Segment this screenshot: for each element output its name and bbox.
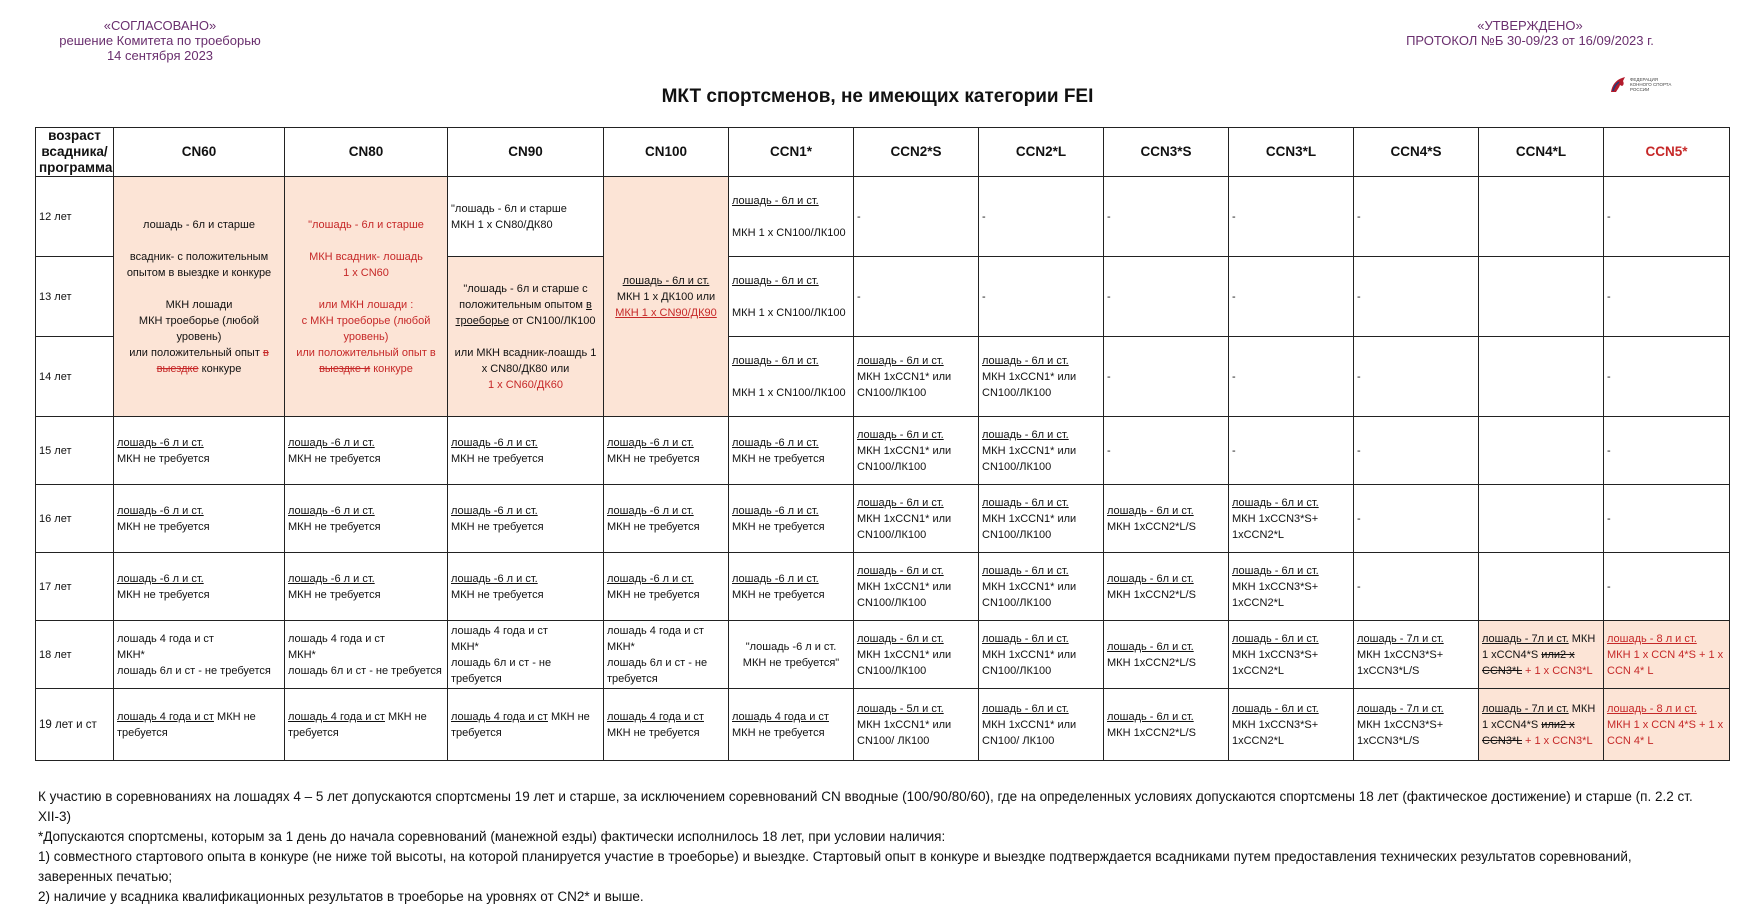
ccn3l-cell: лошадь - 6л и ст. МКН 1хCCN3*S+ 1хCCN2*L <box>1229 621 1354 689</box>
ccn3s-cell: лошадь - 6л и ст. МКН 1хCCN2*L/S <box>1104 485 1229 553</box>
table-cell: лошадь 4 года и ст МКН не требуется <box>285 689 448 761</box>
table-row <box>36 417 1730 485</box>
approval-block-left <box>40 18 280 63</box>
approval-title: «СОГЛАСОВАНО» <box>103 18 217 33</box>
table-cell: лошадь -6 л и ст. МКН не требуется <box>285 553 448 621</box>
table-cell: - <box>1354 417 1479 485</box>
table-cell <box>1479 177 1604 257</box>
ccn1-12-cell: лошадь - 6л и ст. МКН 1 х CN100/ЛК100 <box>729 177 854 257</box>
ccn2s-cell: лошадь - 6л и ст. МКН 1хCCN1* или CN100/ЛК100 <box>854 621 979 689</box>
age-cell: 16 лет <box>36 485 114 553</box>
ccn4l-cell: лошадь - 7л и ст. МКН 1 хCCN4*S или2 х CCN3*L + 1 х CCN3*L <box>1479 621 1604 689</box>
column-header: CN60 <box>114 128 285 177</box>
ccn3l-cell: лошадь - 6л и ст. МКН 1хCCN3*S+ 1хCCN2*L <box>1229 485 1354 553</box>
ccn1-14-cell: лошадь - 6л и ст. МКН 1 х CN100/ЛК100 <box>729 337 854 417</box>
column-header: CCN2*L <box>979 128 1104 177</box>
table-cell: лошадь 4 года и ст МКН* лошадь 6л и ст - не требуется <box>448 621 604 689</box>
table-cell: - <box>1354 485 1479 553</box>
ccn2s-cell: лошадь - 6л и ст. МКН 1хCCN1* или CN100/ЛК100 <box>854 553 979 621</box>
table-cell: лошадь -6 л и ст. МКН не требуется <box>114 553 285 621</box>
table-cell: - <box>1604 337 1730 417</box>
footnotes <box>38 787 1698 907</box>
footnote-item-1: 1) совместного стартового опыта в конкуре (не ниже той высоты, на которой планируется участие в троеборье) и выездке. Стартовый опыт в конкуре и выездке подтверждается всадниками путем предоставления технических результатов соревнований, заверенных печатью; <box>38 849 1632 884</box>
ccn3l-cell: лошадь - 6л и ст. МКН 1хCCN3*S+ 1хCCN2*L <box>1229 553 1354 621</box>
approval-date: 14 сентября 2023 <box>106 48 214 63</box>
table-cell <box>1479 257 1604 337</box>
table-cell: - <box>854 257 979 337</box>
page-title: МКТ спортсменов, не имеющих категории FEI <box>661 86 1094 107</box>
corner-header: возраст всадника/ программа <box>36 128 114 177</box>
table-header-row <box>36 128 1730 177</box>
logo-text: ФЕДЕРАЦИЯ КОННОГО СПОРТА РОССИИ <box>1630 77 1672 92</box>
age-cell: 15 лет <box>36 417 114 485</box>
age-cell: 14 лет <box>36 337 114 417</box>
table-cell <box>1479 417 1604 485</box>
age-cell: 12 лет <box>36 177 114 257</box>
ccn2l-cell: лошадь - 6л и ст. МКН 1хCCN1* или CN100/ ЛК100 <box>979 689 1104 761</box>
table-cell: лошадь -6 л и ст. МКН не требуется <box>729 485 854 553</box>
column-header: CCN3*L <box>1229 128 1354 177</box>
ccn2s-cell: лошадь - 6л и ст. МКН 1хCCN1* или CN100/ЛК100 <box>854 417 979 485</box>
approval-committee: решение Комитета по троеборью <box>59 33 261 48</box>
column-header: CCN2*S <box>854 128 979 177</box>
table-cell: лошадь -6 л и ст. МКН не требуется <box>604 417 729 485</box>
ccn3s-cell: лошадь - 6л и ст. МКН 1хCCN2*L/S <box>1104 553 1229 621</box>
ccn2l-cell: лошадь - 6л и ст. МКН 1хCCN1* или CN100/ЛК100 <box>979 485 1104 553</box>
ccn5-cell: лошадь - 8 л и ст. МКН 1 х CCN 4*S + 1 х CCN 4* L <box>1604 621 1730 689</box>
table-cell: лошадь -6 л и ст. МКН не требуется <box>114 417 285 485</box>
table-cell: - <box>1229 257 1354 337</box>
table-cell: лошадь 4 года и ст МКН* лошадь 6л и ст - не требуется <box>114 621 285 689</box>
age-cell: 13 лет <box>36 257 114 337</box>
table-cell: - <box>1354 257 1479 337</box>
table-cell: - <box>1604 485 1730 553</box>
ccn3s-cell: лошадь - 6л и ст. МКН 1хCCN2*L/S <box>1104 621 1229 689</box>
column-header: CCN3*S <box>1104 128 1229 177</box>
table-cell: - <box>1104 257 1229 337</box>
ccn2l-cell: лошадь - 6л и ст. МКН 1хCCN1* или CN100/ЛК100 <box>979 417 1104 485</box>
table-cell <box>1479 485 1604 553</box>
cn80-young-cell: "лошадь - 6л и старше МКН всадник- лошадь 1 х CN60 или МКН лошади : с МКН троеборье (любой уровень) или положительный опыт в выездке и конкуре <box>285 177 448 417</box>
footnote-item-2: 2) наличие у всадника квалификационных результатов в троеборье на уровнях от CN2* и выше. <box>38 889 644 904</box>
table-cell: - <box>1104 177 1229 257</box>
protocol-number: ПРОТОКОЛ №Б 30-09/23 от 16/09/2023 г. <box>1406 33 1654 48</box>
cn60-young-cell: лошадь - 6л и старше всадник- с положительным опытом в выездке и конкуре МКН лошади МКН троеборье (любой уровень) или положительный опыт в выездке конкуре <box>114 177 285 417</box>
table-row <box>36 689 1730 761</box>
table-cell: лошадь -6 л и ст. МКН не требуется <box>285 417 448 485</box>
table-cell: - <box>1604 417 1730 485</box>
cn100-young-cell: лошадь - 6л и ст. МКН 1 х ДК100 или МКН 1 х CN90/ДК90 <box>604 177 729 417</box>
column-header: CCN5* <box>1604 128 1730 177</box>
table-cell: лошадь 4 года и ст МКН* лошадь 6л и ст - не требуется <box>604 621 729 689</box>
table-cell: лошадь -6 л и ст. МКН не требуется <box>285 485 448 553</box>
table-row <box>36 621 1730 689</box>
table-cell: "лошадь -6 л и ст. МКН не требуется" <box>729 621 854 689</box>
column-header: CN90 <box>448 128 604 177</box>
ccn4l-cell: лошадь - 7л и ст. МКН 1 хCCN4*S или2 х CCN3*L + 1 х CCN3*L <box>1479 689 1604 761</box>
cn90-12-cell: "лошадь - 6л и старше МКН 1 x CN80/ДК80 <box>448 177 604 257</box>
column-header: CN80 <box>285 128 448 177</box>
table-cell: - <box>1604 553 1730 621</box>
age-cell: 18 лет <box>36 621 114 689</box>
table-cell: лошадь -6 л и ст. МКН не требуется <box>604 553 729 621</box>
ccn3l-cell: лошадь - 6л и ст. МКН 1хCCN3*S+ 1хCCN2*L <box>1229 689 1354 761</box>
table-cell: - <box>854 177 979 257</box>
ccn5-cell: лошадь - 8 л и ст. МКН 1 х CCN 4*S + 1 х CCN 4* L <box>1604 689 1730 761</box>
table-cell: - <box>1354 337 1479 417</box>
table-cell: лошадь -6 л и ст. МКН не требуется <box>448 417 604 485</box>
table-cell: лошадь -6 л и ст. МКН не требуется <box>448 485 604 553</box>
table-cell: - <box>1104 417 1229 485</box>
ccn2s-cell: лошадь - 6л и ст. МКН 1хCCN1* или CN100/ЛК100 <box>854 337 979 417</box>
table-cell: лошадь -6 л и ст. МКН не требуется <box>604 485 729 553</box>
table-cell: - <box>1604 177 1730 257</box>
column-header: CN100 <box>604 128 729 177</box>
table-row <box>36 485 1730 553</box>
ccn2l-cell: лошадь - 6л и ст. МКН 1хCCN1* или CN100/ЛК100 <box>979 553 1104 621</box>
table-cell: - <box>1229 417 1354 485</box>
footnote-asterisk: *Допускаются спортсмены, которым за 1 день до начала соревнований (манежной езды) фактически исполнилось 18 лет, при условии наличия: <box>38 829 946 844</box>
ccn1-13-cell: лошадь - 6л и ст. МКН 1 х CN100/ЛК100 <box>729 257 854 337</box>
table-cell: - <box>979 257 1104 337</box>
table-cell: лошадь 4 года и ст МКН не требуется <box>448 689 604 761</box>
column-header: CCN4*L <box>1479 128 1604 177</box>
column-header: CCN4*S <box>1354 128 1479 177</box>
table-cell <box>1479 337 1604 417</box>
table-cell <box>1479 553 1604 621</box>
table-cell: - <box>979 177 1104 257</box>
column-header: CCN1* <box>729 128 854 177</box>
ccn3s-cell: лошадь - 6л и ст. МКН 1хCCN2*L/S <box>1104 689 1229 761</box>
table-cell: - <box>1604 257 1730 337</box>
ccn2s-cell: лошадь - 5л и ст. МКН 1хCCN1* или CN100/ ЛК100 <box>854 689 979 761</box>
ccn2s-cell: лошадь - 6л и ст. МКН 1хCCN1* или CN100/ЛК100 <box>854 485 979 553</box>
table-cell: - <box>1354 553 1479 621</box>
table-cell: лошадь 4 года и ст МКН не требуется <box>729 689 854 761</box>
table-cell: лошадь -6 л и ст. МКН не требуется <box>729 553 854 621</box>
table-cell: - <box>1104 337 1229 417</box>
age-cell: 17 лет <box>36 553 114 621</box>
table-row <box>36 553 1730 621</box>
table-cell: лошадь -6 л и ст. МКН не требуется <box>114 485 285 553</box>
footnote-age-rule: К участию в соревнованиях на лошадях 4 – 5 лет допускаются спортсмены 19 лет и старше, за исключением соревнований CN вводные (100/90/80/60), где на определенных условиях допускаются спортсмены 18 лет (фактическое достижение) и старше (п. 2.2 ст. XII-3) <box>38 789 1693 824</box>
table-cell: лошадь 4 года и ст МКН не требуется <box>114 689 285 761</box>
table-cell: лошадь -6 л и ст. МКН не требуется <box>729 417 854 485</box>
table-cell: - <box>1229 177 1354 257</box>
ccn4s-cell: лошадь - 7л и ст. МКН 1хCCN3*S+ 1хCCN3*L/S <box>1354 621 1479 689</box>
ccn2l-cell: лошадь - 6л и ст. МКН 1хCCN1* или CN100/ЛК100 <box>979 621 1104 689</box>
approved-title: «УТВЕРЖДЕНО» <box>1477 18 1583 33</box>
table-cell: - <box>1229 337 1354 417</box>
table-row <box>36 177 1730 257</box>
age-cell: 19 лет и ст <box>36 689 114 761</box>
table-cell: лошадь 4 года и ст МКН* лошадь 6л и ст - не требуется <box>285 621 448 689</box>
cn90-1314-cell: "лошадь - 6л и старше с положительным опытом в троеборье от CN100/ЛК100 или МКН всадник-лоашдь 1 х CN80/ДК80 или 1 х CN60/ДК60 <box>448 257 604 417</box>
ccn4s-cell: лошадь - 7л и ст. МКН 1хCCN3*S+ 1хCCN3*L/S <box>1354 689 1479 761</box>
approval-block-right <box>1380 18 1680 48</box>
table-cell: - <box>1354 177 1479 257</box>
ccn2l-cell: лошадь - 6л и ст. МКН 1хCCN1* или CN100/ЛК100 <box>979 337 1104 417</box>
table-cell: лошадь -6 л и ст. МКН не требуется <box>448 553 604 621</box>
requirements-table <box>35 127 1730 761</box>
table-cell: лошадь 4 года и ст МКН не требуется <box>604 689 729 761</box>
